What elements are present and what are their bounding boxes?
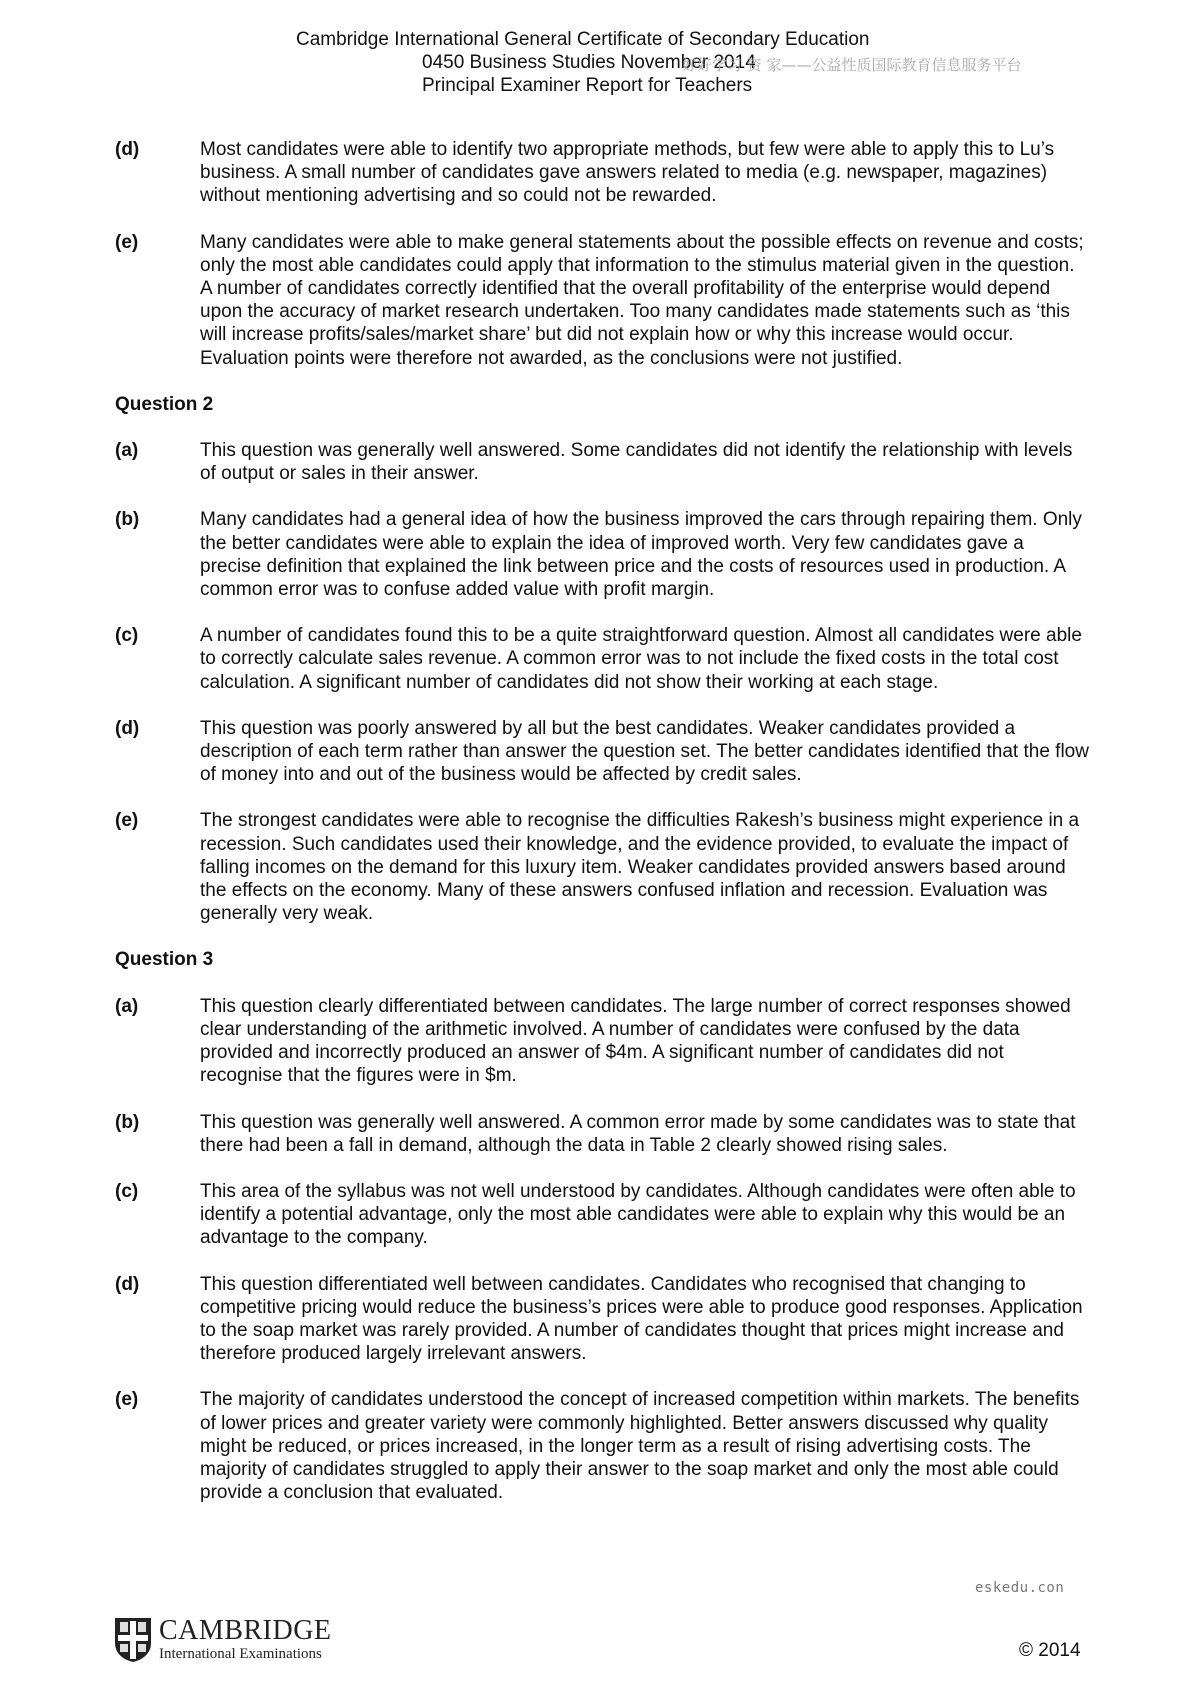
part-label: (a) (115, 440, 139, 462)
question-2-heading: Question 2 (115, 393, 214, 415)
part-label: (c) (115, 1180, 139, 1202)
part-label: (b) (115, 1111, 140, 1133)
part-text: This question differentiated well between candidates. Candidates who recognised that changing to competitive pricing would reduce the business’s prices were able to produce good responses. Application to the soap market was rarely provided. A number of candidates thought that prices might increase and therefore produced largely irrelevant answers. (200, 1273, 1083, 1365)
q1-part-d (115, 138, 1090, 208)
part-text: Many candidates had a general idea of how the business improved the cars through repairing them. Only the better candidates were able to explain the idea of improved worth. Very few candidates gave a precise definition that explained the link between price and the costs of resources used in production. A common error was to confuse added value with profit margin. (200, 509, 1082, 601)
q2-part-d (115, 717, 1090, 787)
q3-part-b (115, 1111, 1090, 1157)
q2-part-b (115, 508, 1090, 601)
question-3-heading: Question 3 (115, 949, 214, 971)
part-text: This question was generally well answered. Some candidates did not identify the relationship with levels of output or sales in their answer. (200, 440, 1073, 485)
copyright-notice: © 2014 (1019, 1640, 1081, 1661)
logo-subtitle: International Examinations (159, 1646, 322, 1662)
part-text: The strongest candidates were able to recognise the difficulties Rakesh’s business might experience in a recession. Such candidates used their knowledge, and the evidence provided, to evaluate the impact of falling incomes on the demand for this luxury item. Weaker candidates provided answers based around the effects on the economy. Many of these answers confused inflation and recession. Evaluation was generally very weak. (200, 810, 1080, 925)
part-text: Many candidates were able to make general statements about the possible effects on revenue and costs; only the most able candidates could apply that information to the stimulus material given in the question. A number of candidates correctly identified that the overall profitability of the enterprise would depend upon the accuracy of market research undertaken. Too many candidates made statements such as ‘this will increase profits/sales/market share’ but did not explain how or why this increase would occur. Evaluation points were therefore not awarded, as the conclusions were not justified. (200, 231, 1084, 369)
part-label: (d) (115, 1273, 140, 1295)
part-label: (d) (115, 139, 140, 160)
part-text: This question was generally well answered. A common error made by some candidates was to state that there had been a fall in demand, although the data in Table 2 clearly showed rising sales. (200, 1111, 1076, 1156)
part-label: (e) (115, 231, 139, 253)
cambridge-logo (114, 1617, 332, 1663)
q3-part-a (115, 995, 1090, 1088)
source-watermark: eskedu.con (975, 1580, 1065, 1596)
part-label: (d) (115, 717, 140, 739)
part-text: This area of the syllabus was not well understood by candidates. Although candidates were often able to identify a potential advantage, only the most able candidates were able to explain why this would be an advantage to the company. (200, 1180, 1076, 1249)
cambridge-shield-icon (114, 1617, 152, 1663)
watermark-text: 好好学习 资 家——公益性质国际教育信息服务平台 (682, 56, 1022, 74)
part-label: (e) (115, 810, 139, 832)
q1-part-e (115, 231, 1090, 370)
part-label: (b) (115, 509, 140, 531)
q3-part-d (115, 1273, 1090, 1366)
q2-part-c (115, 624, 1090, 694)
q2-part-e (115, 809, 1090, 925)
header-line-1: Cambridge International General Certificate of Secondary Education (296, 29, 870, 50)
header-line-2: 0450 Business Studies November 2014 (422, 52, 756, 73)
part-text: Most candidates were able to identify two appropriate methods, but few were able to apply this to Lu’s business. A small number of candidates gave answers related to media (e.g. newspaper, magazines) without mentioning advertising and so could not be rewarded. (200, 139, 1055, 207)
part-text: This question was poorly answered by all but the best candidates. Weaker candidates provided a description of each term rather than answer the question set. The better candidates identified that the flow of money into and out of the business would be affected by credit sales. (200, 717, 1089, 786)
part-text: The majority of candidates understood the concept of increased competition within markets. The benefits of lower prices and greater variety were commonly highlighted. Better answers discussed why quality might be reduced, or prices increased, in the longer term as a result of rising advertising costs. The majority of candidates struggled to apply their answer to the soap market and only the most able could provide a conclusion that evaluated. (200, 1389, 1080, 1504)
header-line-3: Principal Examiner Report for Teachers (422, 75, 753, 96)
part-text: A number of candidates found this to be a quite straightforward question. Almost all candidates were able to correctly calculate sales revenue. A common error was to not include the fixed costs in the total cost calculation. A significant number of candidates did not show their working at each stage. (200, 625, 1082, 693)
part-label: (a) (115, 995, 139, 1017)
q3-part-e (115, 1388, 1090, 1504)
q2-part-a (115, 439, 1090, 485)
report-body (115, 138, 1090, 1527)
logo-name: CAMBRIDGE (159, 1615, 332, 1646)
part-label: (c) (115, 625, 139, 647)
part-text: This question clearly differentiated between candidates. The large number of correct responses showed clear understanding of the arithmetic involved. A number of candidates were confused by the data provided and incorrectly produced an answer of $4m. A significant number of candidates did not recognise that the figures were in $m. (200, 995, 1071, 1087)
part-label: (e) (115, 1389, 139, 1411)
q3-part-c (115, 1180, 1090, 1250)
